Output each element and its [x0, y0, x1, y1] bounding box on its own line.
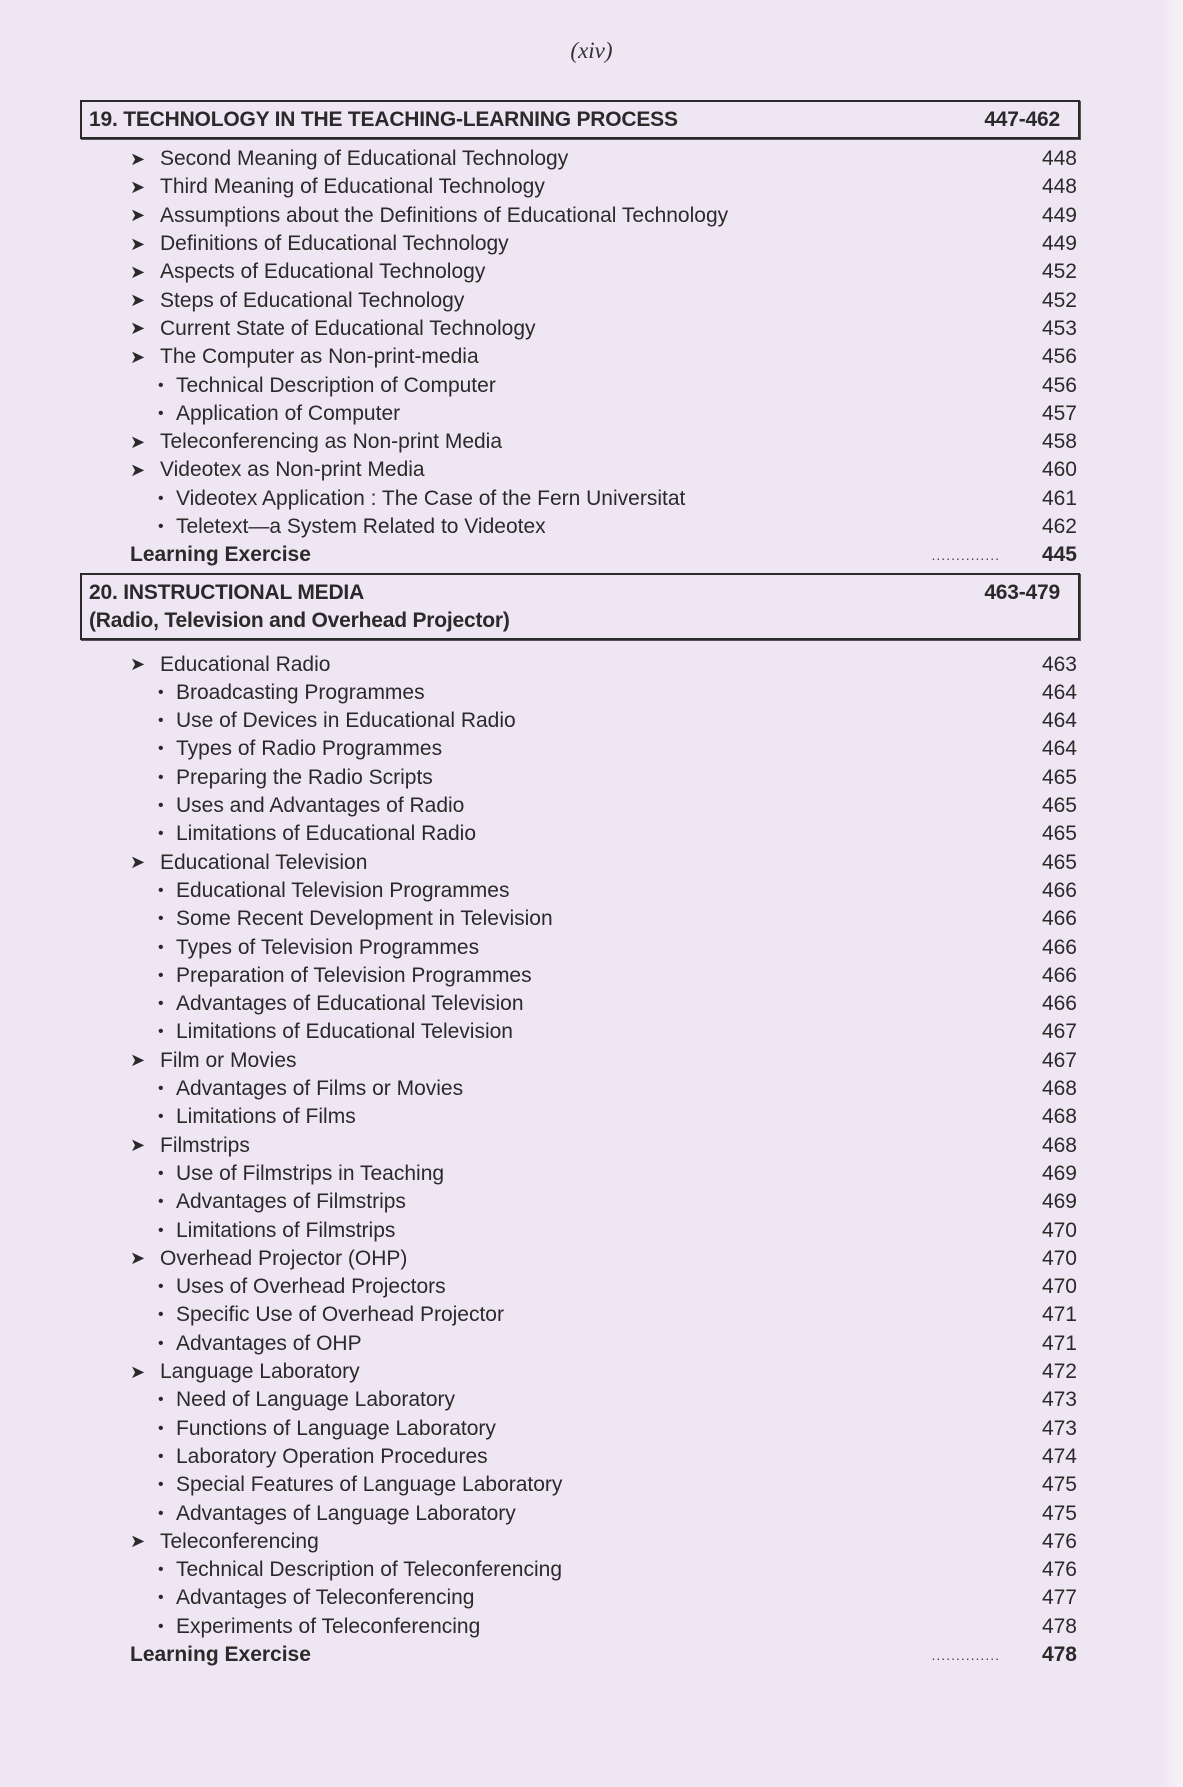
entry-label-group: [80, 1417, 496, 1441]
toc-subsection-entry[interactable]: [80, 1613, 1080, 1641]
entry-title: Teleconferencing: [160, 1529, 319, 1553]
entry-label-group: [80, 794, 464, 818]
entry-title: Videotex Application : The Case of the Fern Universitat: [176, 486, 686, 510]
entry-title: Technical Description of Teleconferencing: [176, 1558, 562, 1582]
dot-bullet-icon: •: [158, 825, 164, 843]
dot-bullet-icon: •: [158, 1589, 164, 1607]
arrowhead-bullet-icon: ➤: [130, 233, 146, 254]
dot-bullet-icon: •: [158, 404, 164, 422]
entry-title: Language Laboratory: [160, 1360, 360, 1384]
entry-page-number: 464: [1041, 680, 1077, 704]
dot-leader: ..............: [931, 547, 1000, 564]
entry-label-group: [80, 374, 496, 398]
arrowhead-bullet-icon: ➤: [130, 261, 146, 282]
entry-page-number: 460: [1041, 458, 1077, 482]
entry-title: Use of Devices in Educational Radio: [176, 709, 516, 733]
entry-page-number: 467: [1041, 1048, 1077, 1072]
toc-subsection-entry[interactable]: [80, 1160, 1080, 1188]
entry-title: Overhead Projector (OHP): [160, 1246, 408, 1270]
chapter-title[interactable]: 19. TECHNOLOGY IN THE TEACHING-LEARNING PROCESS: [89, 108, 678, 131]
toc-section-entry[interactable]: [80, 1047, 1080, 1075]
chapter-heading-box: [80, 573, 1080, 640]
dot-bullet-icon: •: [158, 768, 164, 786]
dot-bullet-icon: •: [158, 518, 164, 535]
toc-section-entry[interactable]: [80, 173, 1080, 201]
entry-page-number: 473: [1041, 1416, 1077, 1440]
toc-section-entry[interactable]: [80, 650, 1080, 678]
entry-label-group: [80, 1473, 562, 1497]
entry-page-number: 470: [1041, 1246, 1077, 1270]
entry-page-number: 457: [1041, 401, 1077, 425]
entry-page-number: 475: [1041, 1501, 1077, 1525]
toc-subsection-entry[interactable]: [80, 877, 1080, 905]
entry-label-group: [80, 1247, 407, 1271]
toc-subsection-entry[interactable]: [80, 1273, 1080, 1301]
dot-bullet-icon: •: [158, 910, 164, 928]
entry-label-group: [80, 1558, 562, 1582]
entry-page-number: 452: [1041, 288, 1077, 312]
dot-bullet-icon: •: [158, 1080, 164, 1098]
entry-label-group: [80, 1134, 250, 1158]
arrowhead-bullet-icon: ➤: [130, 318, 146, 339]
exercise-title: Learning Exercise: [130, 1642, 311, 1666]
toc-subsection-entry[interactable]: [80, 1103, 1080, 1131]
toc-section-entry[interactable]: [80, 315, 1080, 343]
entry-title: Aspects of Educational Technology: [160, 260, 486, 284]
entry-label-group: [80, 175, 545, 199]
entry-label-group: [80, 1190, 406, 1214]
entry-page-number: 464: [1041, 737, 1077, 761]
toc-entry-list: [80, 650, 1080, 1669]
entry-page-number: 449: [1041, 232, 1077, 256]
entry-title: Steps of Educational Technology: [160, 288, 465, 312]
toc-subsection-entry[interactable]: [80, 513, 1080, 541]
entry-label-group: [80, 1162, 444, 1186]
entry-title: Functions of Language Laboratory: [176, 1416, 496, 1440]
entry-label-group: [80, 204, 728, 228]
dot-bullet-icon: •: [158, 1561, 164, 1579]
entry-title: Assumptions about the Definitions of Educational Technology: [160, 203, 729, 227]
exercise-page-number: 478: [1041, 1642, 1077, 1666]
toc-section-entry[interactable]: [80, 1132, 1080, 1160]
toc-section-entry[interactable]: [80, 145, 1080, 173]
dot-bullet-icon: •: [158, 683, 164, 701]
toc-section-entry[interactable]: [80, 343, 1080, 371]
toc-subsection-entry[interactable]: [80, 820, 1080, 848]
entry-title: Limitations of Filmstrips: [176, 1218, 396, 1242]
toc-subsection-entry[interactable]: [80, 400, 1080, 428]
entry-label-group: [80, 1275, 446, 1299]
entry-page-number: 462: [1041, 515, 1077, 538]
dot-bullet-icon: •: [158, 881, 164, 899]
entry-title: Film or Movies: [160, 1048, 297, 1072]
entry-label-group: [80, 1360, 360, 1384]
entry-title: Teleconferencing as Non-print Media: [160, 430, 503, 454]
entry-page-number: 466: [1041, 992, 1077, 1016]
entry-page-number: 456: [1041, 373, 1077, 397]
entry-page-number: 471: [1041, 1303, 1077, 1327]
entry-label-group: [80, 147, 568, 171]
entry-title: Uses of Overhead Projectors: [176, 1275, 446, 1299]
entry-page-number: 466: [1041, 935, 1077, 959]
entry-page-number: 458: [1041, 430, 1077, 454]
dot-bullet-icon: •: [158, 1391, 164, 1409]
entry-page-number: 465: [1041, 765, 1077, 789]
arrowhead-bullet-icon: ➤: [130, 852, 146, 873]
entry-label-group: [80, 1530, 319, 1554]
entry-page-number: 456: [1041, 345, 1077, 369]
dot-bullet-icon: •: [158, 995, 164, 1013]
entry-label-group: [80, 653, 330, 677]
entry-label-group: [80, 458, 425, 482]
toc-subsection-entry[interactable]: [80, 485, 1080, 513]
entry-page-number: 468: [1041, 1133, 1077, 1157]
entry-page-number: 465: [1041, 850, 1077, 874]
dot-bullet-icon: •: [158, 1419, 164, 1437]
entry-label-group: [80, 907, 553, 931]
entry-title: Special Features of Language Laboratory: [176, 1473, 563, 1497]
toc-entry-list: [80, 145, 1080, 569]
entry-label-group: [80, 289, 464, 313]
chapter-heading-box: [80, 100, 1080, 139]
entry-title: The Computer as Non-print-media: [160, 345, 479, 369]
toc-subsection-entry[interactable]: [80, 792, 1080, 820]
toc-subsection-entry[interactable]: [80, 1386, 1080, 1414]
entry-page-number: 478: [1041, 1614, 1077, 1638]
entry-title: Educational Television Programmes: [176, 878, 510, 902]
entry-label-group: [80, 1332, 362, 1356]
toc-subsection-entry[interactable]: [80, 1471, 1080, 1499]
entry-label-group: [80, 1105, 356, 1129]
chapter-page-range: 447-462: [984, 108, 1060, 131]
dot-leader: ..............: [931, 1646, 1000, 1663]
entry-page-number: 465: [1041, 822, 1077, 846]
toc-subsection-entry[interactable]: [80, 1556, 1080, 1584]
entry-title: Experiments of Teleconferencing: [176, 1614, 481, 1638]
toc-section-entry[interactable]: [80, 1245, 1080, 1273]
chapter-title-block: [89, 106, 678, 134]
entry-page-number: 473: [1041, 1388, 1077, 1412]
toc-section-entry[interactable]: [80, 202, 1080, 230]
entry-title: Need of Language Laboratory: [176, 1388, 456, 1412]
entry-title: Limitations of Films: [176, 1105, 356, 1129]
entry-title: Filmstrips: [160, 1133, 250, 1157]
entry-label-group: [80, 402, 400, 426]
exercise-page-number: 445: [1041, 543, 1077, 567]
toc-subsection-entry[interactable]: [80, 962, 1080, 990]
entry-label-group: [80, 1445, 488, 1469]
dot-bullet-icon: •: [158, 1108, 164, 1126]
dot-bullet-icon: •: [158, 376, 164, 394]
entry-title: Limitations of Educational Radio: [176, 822, 477, 846]
entry-title: Advantages of Language Laboratory: [176, 1501, 516, 1525]
toc-subsection-entry[interactable]: [80, 1188, 1080, 1216]
dot-bullet-icon: •: [158, 1164, 164, 1182]
toc-subsection-entry[interactable]: [80, 1075, 1080, 1103]
entry-title: Teletext—a System Related to Videotex: [176, 515, 546, 538]
entry-title: Definitions of Educational Technology: [160, 232, 509, 256]
arrowhead-bullet-icon: ➤: [130, 176, 146, 197]
table-of-contents: [80, 100, 1080, 1669]
entry-label-group: [80, 345, 479, 369]
arrowhead-bullet-icon: ➤: [130, 1050, 146, 1071]
toc-section-entry[interactable]: [80, 456, 1080, 484]
dot-bullet-icon: •: [158, 966, 164, 984]
entry-page-number: 463: [1041, 652, 1077, 676]
entry-title: Technical Description of Computer: [176, 373, 496, 397]
toc-section-entry[interactable]: [80, 258, 1080, 286]
toc-subsection-entry[interactable]: [80, 735, 1080, 763]
entry-title: Broadcasting Programmes: [176, 680, 425, 704]
toc-subsection-entry[interactable]: [80, 1018, 1080, 1046]
entry-label-group: [80, 766, 433, 790]
arrowhead-bullet-icon: ➤: [130, 148, 146, 169]
toc-subsection-entry[interactable]: [80, 905, 1080, 933]
chapter-title[interactable]: 20. INSTRUCTIONAL MEDIA: [89, 581, 365, 605]
chapter-page-range: 463-479: [984, 581, 1060, 605]
entry-page-number: 461: [1041, 486, 1077, 510]
entry-title: Advantages of Teleconferencing: [176, 1586, 475, 1610]
entry-page-number: 467: [1041, 1020, 1077, 1044]
entry-title: Some Recent Development in Television: [176, 907, 553, 931]
entry-title: Advantages of Films or Movies: [176, 1077, 464, 1101]
exercise-title: Learning Exercise: [130, 543, 311, 567]
entry-page-number: 453: [1041, 316, 1077, 340]
toc-section-entry[interactable]: [80, 286, 1080, 314]
dot-bullet-icon: •: [158, 712, 164, 730]
dot-bullet-icon: •: [158, 489, 164, 507]
entry-title: Advantages of Educational Television: [176, 992, 524, 1016]
entry-title: Application of Computer: [176, 401, 401, 425]
entry-page-number: 469: [1041, 1190, 1077, 1214]
entry-title: Advantages of Filmstrips: [176, 1190, 406, 1214]
entry-page-number: 466: [1041, 963, 1077, 987]
entry-page-number: 470: [1041, 1218, 1077, 1242]
entry-page-number: 466: [1041, 878, 1077, 902]
entry-label-group: [80, 822, 476, 846]
entry-page-number: 448: [1041, 175, 1077, 199]
arrowhead-bullet-icon: ➤: [130, 1248, 146, 1269]
entry-label-group: [80, 709, 516, 733]
learning-exercise-entry[interactable]: [80, 1641, 1080, 1669]
entry-title: Videotex as Non-print Media: [160, 458, 425, 482]
entry-label-group: [80, 260, 485, 284]
dot-bullet-icon: •: [158, 740, 164, 758]
entry-page-number: 449: [1041, 203, 1077, 227]
toc-section-entry[interactable]: [80, 428, 1080, 456]
toc-subsection-entry[interactable]: [80, 1414, 1080, 1442]
toc-subsection-entry[interactable]: [80, 371, 1080, 399]
entry-title: Laboratory Operation Procedures: [176, 1444, 488, 1468]
entry-title: Preparing the Radio Scripts: [176, 765, 433, 789]
arrowhead-bullet-icon: ➤: [130, 290, 146, 311]
entry-title: Types of Radio Programmes: [176, 737, 443, 761]
dot-bullet-icon: •: [158, 1278, 164, 1296]
toc-subsection-entry[interactable]: [80, 1301, 1080, 1329]
entry-label-group: [80, 992, 524, 1016]
dot-bullet-icon: •: [158, 938, 164, 956]
toc-subsection-entry[interactable]: [80, 1216, 1080, 1244]
dot-bullet-icon: •: [158, 1023, 164, 1041]
entry-label-group: [80, 1020, 513, 1044]
entry-page-number: 452: [1041, 260, 1077, 284]
arrowhead-bullet-icon: ➤: [130, 459, 146, 480]
dot-bullet-icon: •: [158, 1476, 164, 1494]
toc-subsection-entry[interactable]: [80, 679, 1080, 707]
arrowhead-bullet-icon: ➤: [130, 431, 146, 452]
arrowhead-bullet-icon: ➤: [130, 205, 146, 226]
arrowhead-bullet-icon: ➤: [130, 346, 146, 367]
entry-title: Preparation of Television Programmes: [176, 963, 532, 987]
learning-exercise-entry[interactable]: [80, 541, 1080, 569]
dot-bullet-icon: •: [158, 1504, 164, 1522]
toc-section-entry[interactable]: [80, 849, 1080, 877]
chapter-subtitle: (Radio, Television and Overhead Projector): [89, 609, 510, 633]
entry-title: Uses and Advantages of Radio: [176, 794, 465, 818]
page-edge: [1161, 0, 1183, 1787]
entry-page-number: 466: [1041, 907, 1077, 931]
entry-label-group: [80, 487, 685, 511]
dot-bullet-icon: •: [158, 1306, 164, 1324]
toc-section-entry[interactable]: [80, 230, 1080, 258]
entry-label-group: [80, 1303, 504, 1327]
entry-page-number: 448: [1041, 147, 1077, 171]
entry-page-number: 471: [1041, 1331, 1077, 1355]
toc-section-entry[interactable]: [80, 1358, 1080, 1386]
entry-title: Use of Filmstrips in Teaching: [176, 1161, 445, 1185]
dot-bullet-icon: •: [158, 1447, 164, 1465]
entry-label-group: [80, 1586, 475, 1610]
entry-label-group: [80, 317, 536, 341]
entry-title: Current State of Educational Technology: [160, 316, 536, 340]
entry-label-group: [80, 681, 425, 705]
chapter-title-block: [89, 579, 510, 635]
dot-bullet-icon: •: [158, 797, 164, 815]
toc-subsection-entry[interactable]: [80, 1330, 1080, 1358]
entry-page-number: 465: [1041, 794, 1077, 818]
entry-page-number: 472: [1041, 1360, 1077, 1384]
dot-bullet-icon: •: [158, 1221, 164, 1239]
entry-page-number: 476: [1041, 1529, 1077, 1553]
entry-label-group: [80, 851, 367, 875]
toc-subsection-entry[interactable]: [80, 1499, 1080, 1527]
dot-bullet-icon: •: [158, 1193, 164, 1211]
entry-page-number: 470: [1041, 1275, 1077, 1299]
arrowhead-bullet-icon: ➤: [130, 1361, 146, 1382]
entry-page-number: 468: [1041, 1077, 1077, 1101]
entry-title: Limitations of Educational Television: [176, 1020, 513, 1044]
entry-label-group: [80, 1077, 463, 1101]
entry-title: Specific Use of Overhead Projector: [176, 1303, 504, 1327]
toc-subsection-entry[interactable]: [80, 1584, 1080, 1612]
toc-subsection-entry[interactable]: [80, 764, 1080, 792]
arrowhead-bullet-icon: ➤: [130, 1135, 146, 1156]
entry-label-group: [80, 1502, 516, 1526]
toc-subsection-entry[interactable]: [80, 933, 1080, 961]
arrowhead-bullet-icon: ➤: [130, 654, 146, 675]
entry-label-group: [80, 1049, 297, 1073]
entry-label-group: [80, 1615, 480, 1639]
entry-page-number: 476: [1041, 1558, 1077, 1582]
entry-label-group: [80, 430, 502, 454]
entry-label-group: [80, 936, 479, 960]
entry-title: Advantages of OHP: [176, 1331, 362, 1355]
entry-title: Types of Television Programmes: [176, 935, 480, 959]
entry-label-group: [80, 964, 532, 988]
toc-subsection-entry[interactable]: [80, 1443, 1080, 1471]
entry-page-number: 474: [1041, 1444, 1077, 1468]
entry-label-group: [80, 1219, 395, 1243]
toc-section-entry[interactable]: [80, 1528, 1080, 1556]
page-number-folio: (xiv): [570, 38, 613, 63]
entry-title: Educational Television: [160, 850, 368, 874]
arrowhead-bullet-icon: ➤: [130, 1531, 146, 1552]
entry-page-number: 468: [1041, 1105, 1077, 1129]
entry-page-number: 475: [1041, 1473, 1077, 1497]
entry-label-group: [80, 1388, 455, 1412]
entry-title: Educational Radio: [160, 652, 331, 676]
entry-label-group: [80, 737, 442, 761]
entry-label-group: [80, 879, 509, 903]
entry-title: Second Meaning of Educational Technology: [160, 147, 569, 171]
entry-page-number: 477: [1041, 1586, 1077, 1610]
toc-subsection-entry[interactable]: [80, 707, 1080, 735]
toc-subsection-entry[interactable]: [80, 990, 1080, 1018]
dot-bullet-icon: •: [158, 1334, 164, 1352]
dot-bullet-icon: •: [158, 1617, 164, 1635]
entry-page-number: 464: [1041, 709, 1077, 733]
entry-page-number: 469: [1041, 1161, 1077, 1185]
entry-title: Third Meaning of Educational Technology: [160, 175, 545, 199]
entry-label-group: [80, 515, 546, 539]
entry-label-group: [80, 232, 509, 256]
